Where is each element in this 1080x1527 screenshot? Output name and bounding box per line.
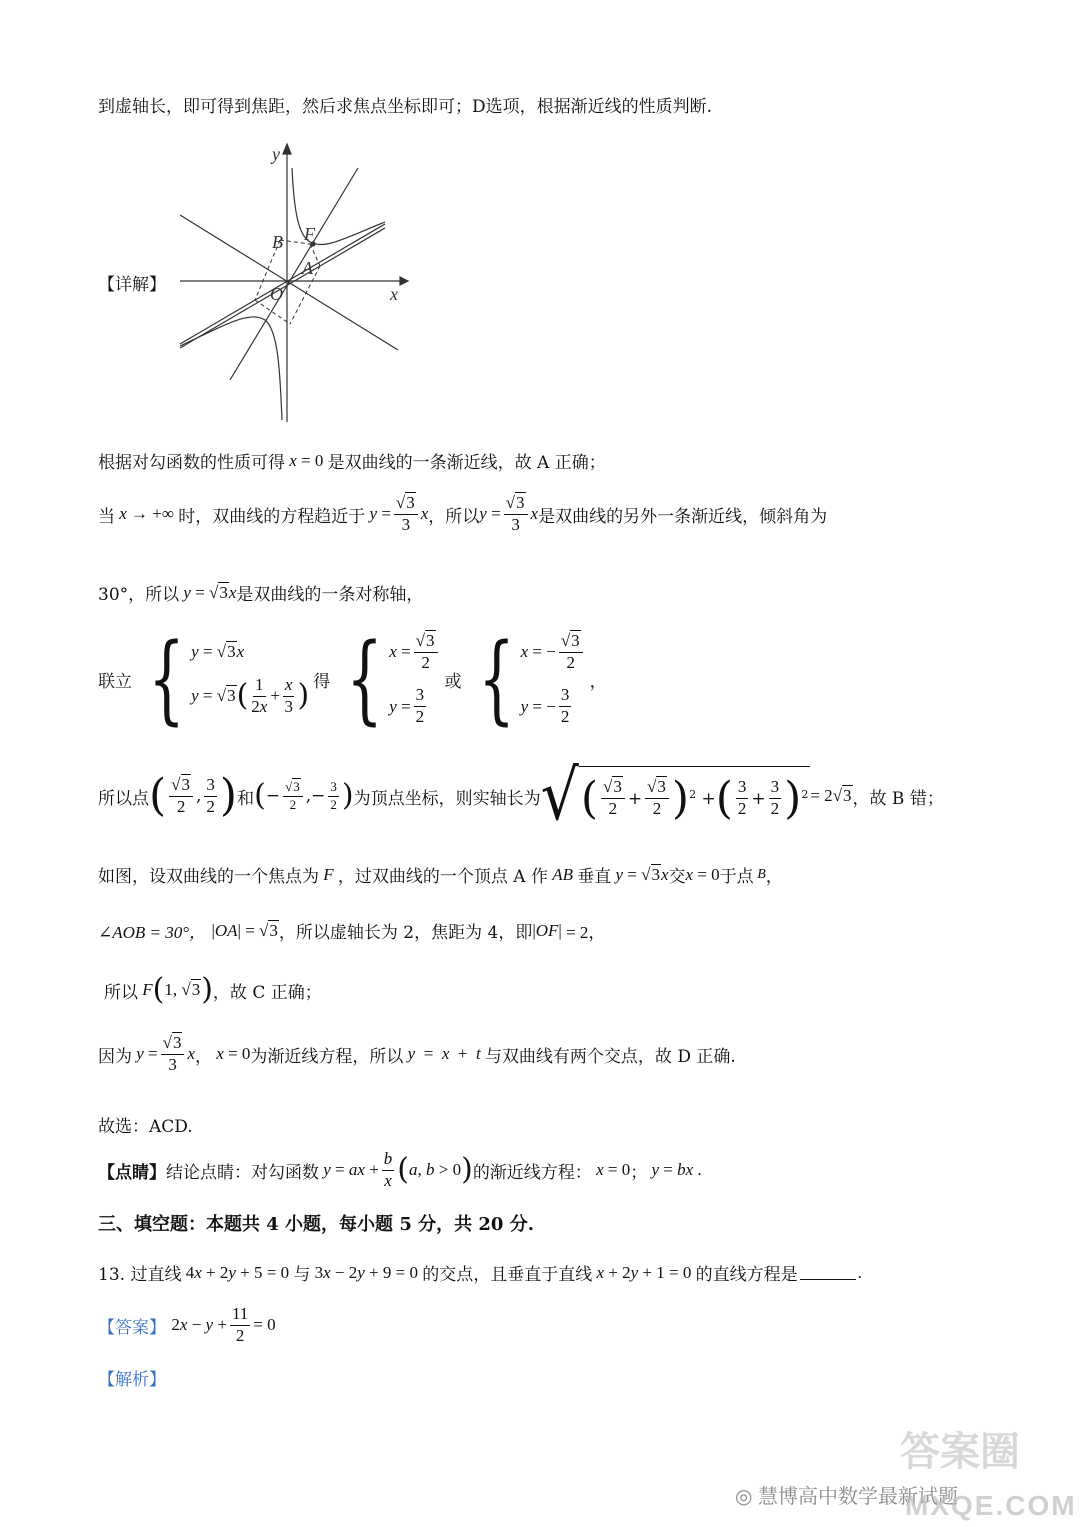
analysis-label: 【解析】	[98, 1370, 166, 1390]
detail-label: 【详解】	[98, 275, 166, 295]
wechat-icon: ◎	[735, 1486, 753, 1508]
paragraph-8: 所以 F ( 1, √3 ) ，故 C 正确；	[104, 972, 322, 1007]
y-axis-label: y	[272, 144, 280, 164]
x-axis-arrow	[400, 277, 408, 285]
hyperbola-branch-lower	[180, 317, 282, 420]
point-A-label: A	[302, 258, 313, 278]
y-axis-arrow	[283, 144, 291, 154]
point-B-label: B	[272, 232, 283, 252]
paragraph-3: 30°，所以 y = √3 x 是双曲线的一条对称轴，	[98, 582, 424, 605]
answer-blank	[800, 1265, 856, 1280]
paragraph-6: 如图，设双曲线的一个焦点为 F ，过双曲线的一个顶点 A 作 AB 垂直 y = √3 x 交 x = 0 于点 B ，	[98, 864, 783, 887]
watermark-logo: 答案圈	[900, 1430, 1020, 1474]
question-13: 13. 过直线 4 x + 2 y + 5 = 0 与 3 x − 2 y + 9 = 0 的交点，且垂直于直线 x + 2 y + 1 = 0 的直线方程是 .	[98, 1262, 862, 1285]
section-heading: 三、填空题：本题共 4 小题，每小题 5 分，共 20 分.	[98, 1214, 534, 1235]
intro-text: 到虚轴长，即可得到焦距，然后求焦点坐标即可；D选项，根据渐近线的性质判断.	[98, 97, 713, 117]
paragraph-7: ∠AOB = 30°， | OA | = √3 ，所以虚轴长为 2，焦距为 4，即 | OF | = 2，	[98, 920, 606, 943]
paragraph-1: 根据对勾函数的性质可得 x = 0 是双曲线的一条渐近线，故 A 正确；	[98, 450, 606, 473]
x-axis-label: x	[390, 284, 398, 304]
answer-line: 【答案】 2 x − y + $\frac{11}{2}$ = 0	[98, 1304, 276, 1345]
paragraph-2: 当 x → +∞ 时，双曲线的方程趋近于 y = $\frac{√3}{3}$ x ，所以 y = $\frac{√3}{3}$ x 是双曲线的另外一条渐近线，倾斜角为	[98, 493, 828, 534]
paragraph-5: 所以点 ( $\frac{√3}{2}$ , $\frac{3}{2}$ ) 和 ( − $\frac{√3}{2}$ ,− $\frac{3}{2}$ ) 为顶点坐标，则实轴长为 √ ( $\frac{√3}{2}$ + $\frac{√3}{2}$ ) $^2$ + ( $\frac{3}{2}$ + $\frac{3}{2}$ ) $^2$ = 2 √3 ，故 B 错；	[98, 755, 944, 837]
paragraph-11-tip: 【点睛】 结论点睛：对勾函数 y = ax + $\frac{b}{x}$ ( a , b > 0 ) 的渐近线方程： x = 0 ； y = bx .	[98, 1149, 702, 1190]
paragraph-10: 故选：ACD.	[98, 1117, 193, 1137]
paragraph-9: 因为 y = $\frac{√3}{3}$ x ， x = 0 为渐近线方程，所以 y = x + t 与双曲线有两个交点，故 D 正确.	[98, 1033, 736, 1074]
origin-label: O	[270, 284, 283, 304]
paragraph-4-system: 联立 { y = √3 x y = √3 ( $\frac{1}{2x}$ + $\frac{x}{3}$ ) 得 { x = $\frac{√3}{2}$ y = $\frac{3}{2}$ 或 { x = − $\frac{√3}{2}$ y = − $\frac{3}{2}$ ，	[98, 623, 607, 736]
watermark-text: ◎ 慧博高中数学最新试题	[735, 1486, 959, 1508]
point-F-label: F	[304, 224, 315, 244]
watermark-site: MXQE.COM	[905, 1490, 1077, 1521]
hyperbola-figure	[170, 140, 410, 425]
